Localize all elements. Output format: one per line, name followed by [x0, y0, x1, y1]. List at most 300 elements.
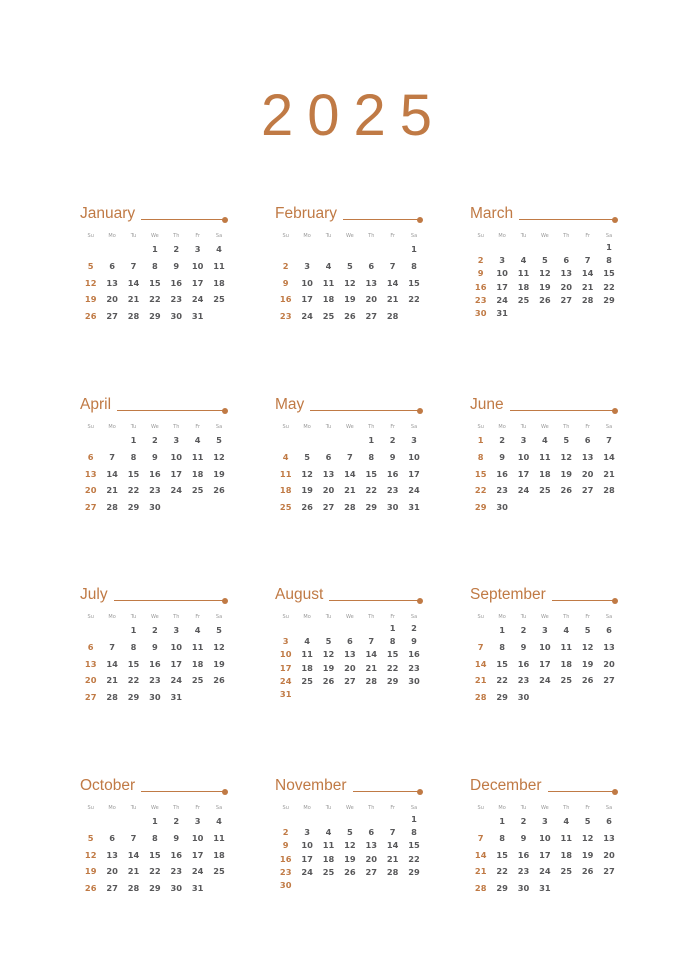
- day-cell: 7: [130, 260, 137, 271]
- weekday-label: We: [346, 805, 354, 811]
- day-cell: 15: [365, 468, 378, 479]
- day-sunday: 25: [279, 502, 292, 513]
- weekday-label: Mo: [498, 233, 506, 239]
- day-cell: 13: [106, 277, 118, 288]
- day-cell: 24: [539, 866, 551, 877]
- weekday-label: We: [541, 424, 549, 430]
- day-cell: 5: [541, 255, 548, 266]
- day-cell: 9: [173, 832, 180, 843]
- day-cell: 8: [130, 641, 137, 652]
- day-cell: 8: [151, 260, 158, 271]
- day-sunday: 24: [279, 675, 292, 686]
- day-sunday: 15: [474, 468, 487, 479]
- empty-cell: [296, 241, 317, 258]
- empty-cell: [339, 813, 360, 826]
- day-cell: 11: [539, 451, 551, 462]
- day-cell: 21: [106, 675, 118, 686]
- month-name: November: [275, 777, 347, 794]
- day-cell: 17: [191, 277, 204, 288]
- month-name: February: [275, 205, 338, 222]
- day-cell: 29: [408, 866, 420, 877]
- day-cell: 5: [584, 625, 591, 635]
- day-cell: 29: [127, 502, 140, 513]
- weekday-label: We: [541, 233, 549, 239]
- weekday-label: We: [541, 614, 549, 620]
- empty-cell: [534, 241, 555, 254]
- day-cell: 1: [151, 816, 158, 826]
- weekday-label: Sa: [215, 233, 223, 239]
- day-cell: 19: [581, 658, 594, 669]
- month-header: [470, 394, 618, 418]
- day-cell: 20: [581, 468, 594, 479]
- day-cell: 27: [106, 311, 118, 322]
- day-cell: 9: [520, 832, 527, 843]
- month-rule: [329, 600, 420, 601]
- day-cell: 10: [517, 451, 530, 462]
- day-cell: 5: [346, 260, 353, 271]
- day-cell: 24: [170, 675, 183, 686]
- weekday-label: Sa: [410, 614, 418, 620]
- day-sunday: 16: [279, 853, 292, 864]
- day-cell: 10: [301, 840, 313, 851]
- month-header: [470, 203, 618, 227]
- day-sunday: 7: [477, 832, 484, 843]
- day-cell: 17: [408, 468, 420, 479]
- day-sunday: 6: [87, 451, 94, 462]
- day-cell: 18: [560, 658, 573, 669]
- day-cell: 26: [581, 675, 594, 686]
- weekday-label: Sa: [410, 424, 418, 430]
- day-sunday: 9: [282, 840, 289, 851]
- day-cell: 14: [127, 849, 140, 860]
- day-cell: 23: [170, 294, 183, 305]
- weekday-label: Fr: [195, 233, 200, 239]
- day-sunday: 5: [87, 260, 94, 271]
- day-cell: 10: [191, 832, 204, 843]
- weekday-label: Mo: [498, 614, 506, 620]
- day-cell: 8: [389, 636, 396, 647]
- weekday-label: Mo: [303, 233, 311, 239]
- day-cell: 1: [151, 244, 158, 254]
- day-cell: 11: [517, 268, 530, 279]
- day-cell: 6: [368, 260, 375, 271]
- day-sunday: 16: [474, 281, 487, 292]
- day-cell: 9: [173, 260, 180, 271]
- day-cell: 25: [213, 866, 225, 877]
- day-cell: 9: [151, 451, 158, 462]
- day-cell: 22: [365, 485, 378, 496]
- day-cell: 12: [560, 451, 573, 462]
- day-cell: 1: [389, 623, 396, 633]
- day-sunday: 30: [279, 879, 292, 890]
- empty-cell: [101, 622, 122, 639]
- month-name: January: [80, 205, 136, 222]
- day-cell: 10: [496, 268, 508, 279]
- day-cell: 3: [411, 435, 417, 445]
- day-cell: 27: [603, 675, 615, 686]
- month-rule: [552, 600, 615, 601]
- day-cell: 10: [301, 277, 313, 288]
- month-december: [470, 775, 618, 897]
- day-cell: 9: [389, 451, 396, 462]
- day-cell: 15: [149, 849, 161, 860]
- day-cell: 6: [606, 625, 612, 635]
- empty-cell: [318, 241, 339, 258]
- day-cell: 12: [344, 277, 356, 288]
- month-header: [80, 394, 228, 418]
- day-cell: 23: [496, 485, 508, 496]
- day-cell: 10: [539, 832, 551, 843]
- day-cell: 28: [127, 311, 140, 322]
- empty-cell: [361, 813, 382, 826]
- day-cell: 29: [149, 883, 161, 894]
- empty-cell: [101, 813, 122, 830]
- month-dot: [222, 408, 228, 414]
- day-cell: 27: [581, 485, 594, 496]
- empty-cell: [101, 432, 122, 449]
- month-header: [470, 584, 618, 608]
- day-cell: 19: [301, 485, 313, 496]
- day-sunday: 9: [282, 277, 289, 288]
- day-cell: 4: [194, 435, 201, 445]
- day-cell: 11: [301, 649, 313, 660]
- day-cell: 21: [386, 294, 399, 305]
- day-cell: 22: [496, 675, 508, 686]
- day-cell: 10: [408, 451, 420, 462]
- day-sunday: 30: [474, 307, 487, 318]
- empty-cell: [80, 622, 101, 639]
- month-header: [80, 584, 228, 608]
- empty-cell: [491, 241, 512, 254]
- empty-cell: [339, 432, 360, 449]
- day-cell: 10: [539, 641, 551, 652]
- day-cell: 26: [301, 502, 313, 513]
- day-cell: 13: [581, 451, 594, 462]
- day-cell: 16: [517, 658, 530, 669]
- day-cell: 27: [560, 294, 573, 305]
- empty-cell: [296, 622, 317, 635]
- day-cell: 2: [173, 244, 180, 254]
- day-cell: 20: [365, 294, 378, 305]
- day-cell: 28: [581, 294, 594, 305]
- month-grid: [275, 231, 423, 325]
- day-cell: 16: [408, 649, 420, 660]
- weekday-label: Sa: [410, 233, 418, 239]
- weekday-label: Tu: [325, 614, 332, 620]
- month-name: May: [275, 396, 305, 413]
- day-cell: 31: [408, 502, 420, 513]
- weekday-label: Fr: [390, 805, 395, 811]
- day-cell: 25: [301, 675, 313, 686]
- month-rule: [548, 791, 616, 792]
- weekday-label: Tu: [325, 424, 332, 430]
- day-cell: 5: [304, 451, 310, 462]
- day-cell: 3: [304, 260, 310, 271]
- day-cell: 1: [411, 814, 417, 824]
- month-rule: [141, 219, 225, 220]
- month-rule: [353, 791, 421, 792]
- weekday-label: Mo: [108, 614, 116, 620]
- day-cell: 12: [322, 649, 335, 660]
- month-september: [470, 584, 618, 706]
- day-cell: 17: [517, 468, 530, 479]
- weekday-label: Th: [563, 805, 570, 811]
- empty-cell: [318, 813, 339, 826]
- day-cell: 6: [109, 832, 115, 843]
- day-sunday: 27: [84, 502, 97, 513]
- weekday-label: Tu: [325, 805, 332, 811]
- day-cell: 29: [127, 692, 140, 703]
- day-cell: 15: [603, 268, 615, 279]
- day-cell: 7: [130, 832, 137, 843]
- day-cell: 28: [386, 866, 399, 877]
- month-name: March: [470, 205, 514, 222]
- month-grid: [470, 612, 618, 706]
- month-header: [80, 203, 228, 227]
- day-cell: 28: [106, 502, 118, 513]
- day-cell: 23: [386, 485, 399, 496]
- weekday-label: Tu: [520, 424, 527, 430]
- day-cell: 12: [213, 641, 225, 652]
- day-sunday: 2: [477, 255, 484, 266]
- day-cell: 10: [191, 260, 204, 271]
- day-cell: 4: [563, 625, 570, 635]
- day-cell: 19: [213, 658, 225, 669]
- day-cell: 25: [191, 675, 204, 686]
- day-cell: 16: [170, 849, 183, 860]
- weekday-label: Mo: [498, 805, 506, 811]
- day-cell: 2: [173, 816, 180, 826]
- month-dot: [222, 217, 228, 223]
- day-cell: 25: [560, 866, 573, 877]
- day-cell: 8: [499, 832, 505, 843]
- empty-cell: [296, 432, 317, 449]
- month-april: [80, 394, 228, 516]
- empty-cell: [80, 241, 101, 258]
- day-cell: 22: [496, 866, 508, 877]
- day-cell: 12: [213, 451, 225, 462]
- empty-cell: [275, 432, 296, 449]
- day-cell: 26: [213, 675, 225, 686]
- day-cell: 7: [584, 255, 591, 266]
- day-cell: 2: [151, 435, 158, 445]
- day-cell: 5: [584, 816, 591, 826]
- empty-cell: [123, 241, 144, 258]
- day-cell: 21: [344, 485, 356, 496]
- weekday-label: Su: [477, 805, 484, 811]
- day-cell: 19: [539, 281, 551, 292]
- weekday-label: Mo: [303, 424, 311, 430]
- weekday-label: Th: [173, 614, 180, 620]
- month-name: June: [470, 396, 504, 413]
- day-cell: 14: [106, 468, 118, 479]
- month-header: [275, 203, 423, 227]
- day-cell: 23: [517, 866, 530, 877]
- day-sunday: 19: [84, 866, 97, 877]
- day-cell: 16: [517, 849, 530, 860]
- month-rule: [141, 791, 225, 792]
- day-cell: 17: [539, 658, 551, 669]
- weekday-label: We: [541, 805, 549, 811]
- day-cell: 18: [301, 662, 313, 673]
- month-dot: [417, 217, 423, 223]
- day-cell: 28: [365, 675, 378, 686]
- day-cell: 13: [560, 268, 573, 279]
- day-sunday: 20: [84, 485, 97, 496]
- day-cell: 30: [496, 502, 508, 513]
- day-cell: 29: [496, 883, 508, 894]
- day-cell: 20: [603, 849, 615, 860]
- weekday-label: We: [151, 805, 159, 811]
- day-sunday: 12: [84, 277, 97, 288]
- empty-cell: [382, 241, 403, 258]
- day-cell: 21: [127, 866, 140, 877]
- day-sunday: 1: [477, 435, 484, 445]
- day-cell: 17: [301, 294, 313, 305]
- day-cell: 12: [344, 840, 356, 851]
- empty-cell: [80, 813, 101, 830]
- weekday-label: Fr: [585, 614, 590, 620]
- day-cell: 11: [213, 260, 225, 271]
- day-cell: 17: [170, 658, 183, 669]
- day-cell: 29: [365, 502, 378, 513]
- month-name: October: [80, 777, 136, 794]
- month-name: September: [470, 586, 546, 603]
- day-sunday: 14: [474, 849, 487, 860]
- day-cell: 4: [325, 260, 332, 271]
- month-march: [470, 203, 618, 320]
- day-cell: 17: [301, 853, 313, 864]
- day-cell: 13: [106, 849, 118, 860]
- day-sunday: 10: [279, 649, 292, 660]
- empty-cell: [296, 813, 317, 826]
- day-cell: 24: [408, 485, 420, 496]
- day-cell: 25: [191, 485, 204, 496]
- day-cell: 18: [191, 658, 204, 669]
- day-cell: 17: [191, 849, 204, 860]
- empty-cell: [275, 241, 296, 258]
- day-cell: 4: [216, 244, 222, 254]
- day-cell: 7: [109, 641, 115, 652]
- day-cell: 24: [301, 866, 313, 877]
- empty-cell: [318, 622, 339, 635]
- weekday-label: We: [151, 424, 159, 430]
- day-cell: 28: [386, 311, 399, 322]
- day-cell: 26: [322, 675, 335, 686]
- month-name: December: [470, 777, 542, 794]
- day-cell: 12: [539, 268, 551, 279]
- day-cell: 21: [106, 485, 118, 496]
- day-sunday: 23: [279, 866, 292, 877]
- day-cell: 15: [149, 277, 161, 288]
- day-cell: 8: [411, 260, 417, 271]
- day-cell: 30: [149, 502, 161, 513]
- day-sunday: 13: [84, 658, 97, 669]
- day-cell: 9: [499, 451, 505, 462]
- month-dot: [612, 789, 618, 795]
- empty-cell: [470, 622, 491, 639]
- day-sunday: 3: [282, 636, 289, 647]
- day-sunday: 9: [477, 268, 484, 279]
- day-cell: 24: [301, 311, 313, 322]
- day-sunday: 26: [84, 311, 97, 322]
- day-cell: 5: [216, 625, 222, 635]
- empty-cell: [318, 432, 339, 449]
- day-cell: 30: [386, 502, 399, 513]
- month-name: July: [80, 586, 108, 603]
- day-sunday: 16: [279, 294, 292, 305]
- month-august: [275, 584, 423, 701]
- month-dot: [612, 598, 618, 604]
- day-cell: 15: [496, 849, 508, 860]
- empty-cell: [382, 813, 403, 826]
- weekday-label: Su: [282, 424, 289, 430]
- day-cell: 30: [149, 692, 161, 703]
- weekday-label: Sa: [605, 614, 613, 620]
- day-sunday: 23: [279, 311, 292, 322]
- day-cell: 3: [173, 625, 180, 635]
- day-cell: 15: [386, 649, 399, 660]
- day-cell: 30: [170, 311, 183, 322]
- day-cell: 8: [151, 832, 158, 843]
- day-cell: 9: [411, 636, 417, 647]
- day-cell: 29: [149, 311, 161, 322]
- day-sunday: 18: [279, 485, 292, 496]
- day-sunday: 4: [282, 451, 289, 462]
- day-sunday: 14: [474, 658, 487, 669]
- day-cell: 4: [216, 816, 222, 826]
- month-dot: [417, 598, 423, 604]
- empty-cell: [101, 241, 122, 258]
- day-cell: 24: [170, 485, 183, 496]
- day-cell: 8: [130, 451, 137, 462]
- day-cell: 25: [322, 311, 335, 322]
- day-cell: 25: [322, 866, 335, 877]
- day-cell: 13: [365, 840, 378, 851]
- empty-cell: [339, 241, 360, 258]
- month-grid: [470, 422, 618, 516]
- day-cell: 26: [344, 866, 356, 877]
- day-cell: 3: [541, 816, 548, 826]
- day-cell: 18: [560, 849, 573, 860]
- day-cell: 26: [581, 866, 594, 877]
- day-cell: 14: [386, 277, 399, 288]
- month-rule: [519, 219, 615, 220]
- day-cell: 19: [213, 468, 225, 479]
- weekday-label: Th: [368, 424, 375, 430]
- day-cell: 1: [411, 244, 417, 254]
- day-cell: 31: [170, 692, 183, 703]
- day-cell: 30: [408, 675, 420, 686]
- day-cell: 13: [322, 468, 335, 479]
- day-cell: 11: [191, 451, 204, 462]
- month-header: [275, 394, 423, 418]
- weekday-label: Th: [563, 424, 570, 430]
- day-cell: 16: [149, 658, 161, 669]
- month-dot: [222, 789, 228, 795]
- day-cell: 2: [520, 625, 527, 635]
- day-cell: 20: [603, 658, 615, 669]
- weekday-label: Sa: [605, 233, 613, 239]
- day-cell: 8: [499, 641, 505, 652]
- day-cell: 18: [322, 294, 335, 305]
- weekday-label: Sa: [215, 614, 223, 620]
- weekday-label: Th: [563, 614, 570, 620]
- empty-cell: [275, 622, 296, 635]
- day-cell: 19: [344, 294, 356, 305]
- day-cell: 2: [520, 816, 527, 826]
- empty-cell: [470, 813, 491, 830]
